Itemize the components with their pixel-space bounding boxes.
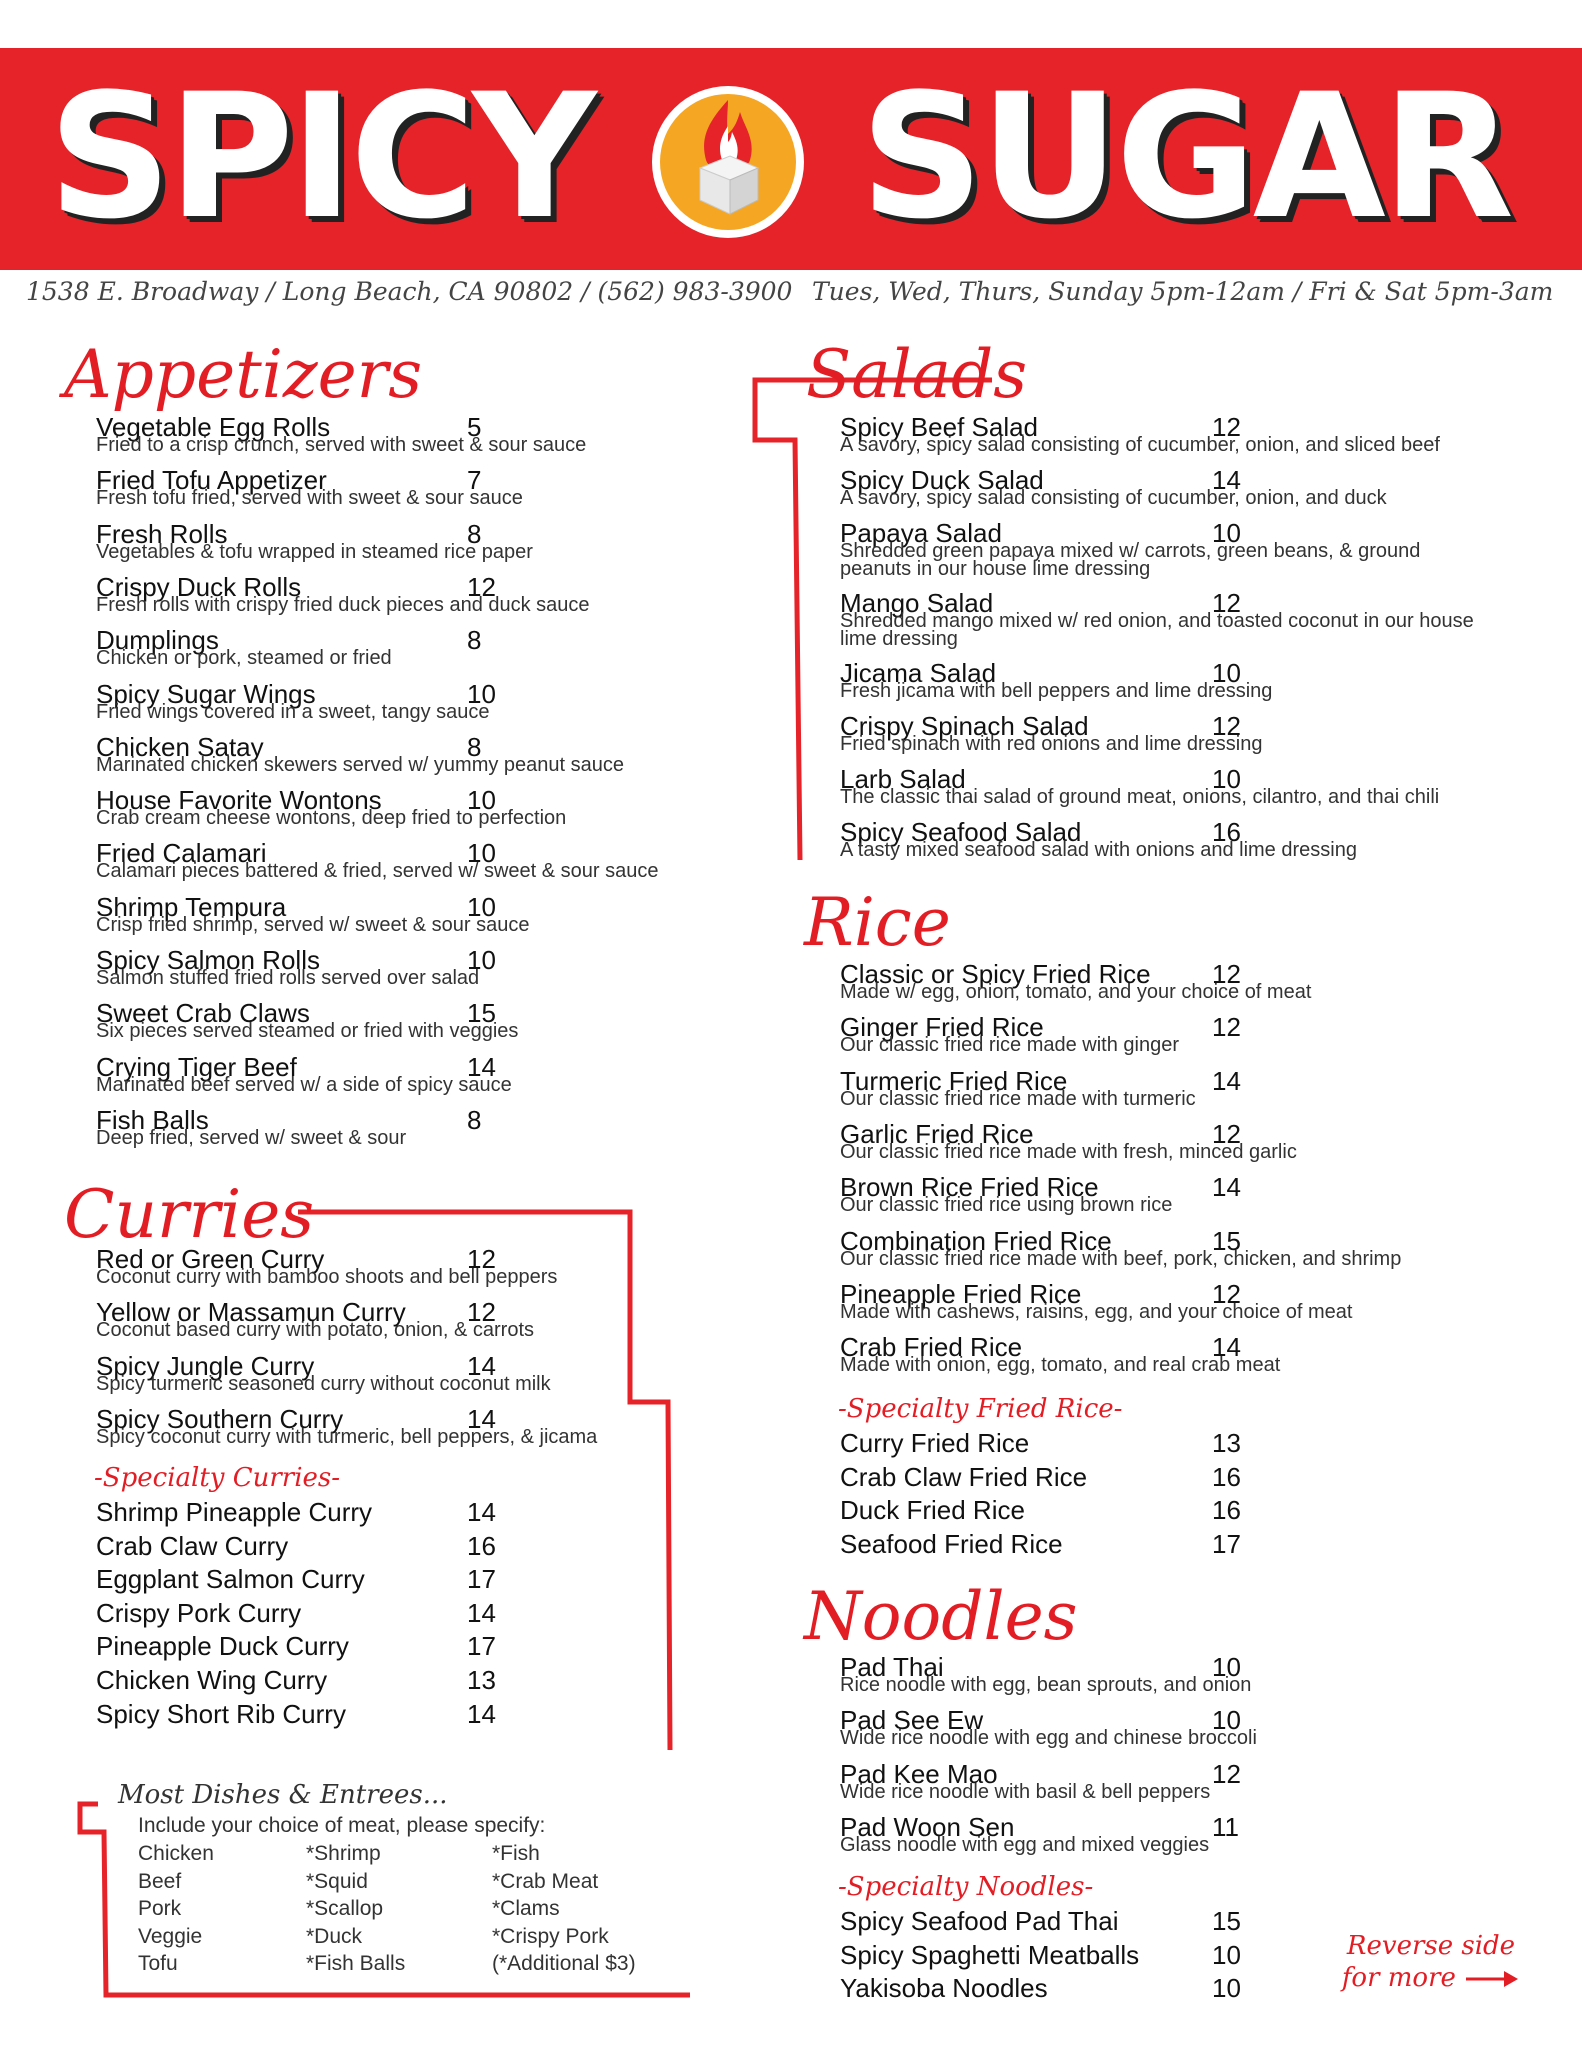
item-name: Spicy Sugar Wings (96, 678, 316, 709)
item-name: Ginger Fried Rice (840, 1012, 1044, 1043)
item-price: 8 (467, 1104, 482, 1135)
specialty-item[interactable] (840, 1462, 1252, 1492)
item-name: Duck Fried Rice (840, 1495, 1025, 1526)
item-price: 16 (1212, 817, 1241, 847)
item-description: Our classic fried rice made with ginger (840, 1034, 1180, 1057)
curries-title: Curries (64, 1176, 315, 1253)
meat-option: *Crab Meat (492, 1869, 599, 1893)
item-description: Fresh jicama with bell peppers and lime dressing (840, 680, 1273, 702)
meat-option: *Fish (492, 1842, 540, 1865)
meat-option: Chicken (138, 1842, 214, 1865)
item-description: A savory, spicy salad consisting of cucumber, onion, and sliced beef (840, 434, 1440, 456)
specialty-curries-title: -Specialty Curries- (94, 1463, 341, 1493)
specialty-item[interactable] (840, 1529, 1252, 1559)
item-price: 13 (1212, 1428, 1241, 1458)
item-description: Marinated beef served w/ a side of spicy sauce (96, 1073, 512, 1096)
item-description: Spicy coconut curry with turmeric, bell peppers, & jicama (96, 1425, 598, 1448)
reverse-note-line1: Reverse side (1346, 1931, 1516, 1961)
item-price: 15 (1212, 1225, 1241, 1256)
item-description: Six pieces served steamed or fried with veggies (96, 1020, 519, 1043)
item-name: Chicken Wing Curry (96, 1665, 328, 1695)
item-price: 10 (1212, 1705, 1241, 1736)
item-price: 5 (467, 412, 482, 442)
item-description: Fried wings covered in a sweet, tangy sauce (96, 700, 490, 723)
item-price: 14 (467, 1350, 496, 1381)
item-name: Spicy Southern Curry (96, 1403, 344, 1434)
item-description: Shredded mango mixed w/ red onion, and toasted coconut in our house lime dressing (840, 610, 1474, 650)
specialty-item[interactable] (840, 1940, 1252, 1970)
brand-name-left: SPICY (48, 56, 593, 257)
item-description: A tasty mixed seafood salad with onions and lime dressing (840, 839, 1357, 861)
item-price: 14 (1212, 465, 1241, 495)
item-description: Fried spinach with red onions and lime dressing (840, 733, 1263, 755)
item-description: Coconut curry with bamboo shoots and bell peppers (96, 1266, 558, 1288)
item-price: 10 (467, 678, 496, 709)
item-price: 16 (1212, 1495, 1241, 1526)
item-price: 14 (467, 1497, 496, 1527)
item-name: Spicy Salmon Rolls (96, 945, 320, 975)
item-price: 10 (467, 891, 496, 922)
item-description: Fresh rolls with crispy fried duck pieces and duck sauce (96, 593, 590, 616)
specialty-item[interactable] (840, 1906, 1252, 1936)
item-description: Spicy turmeric seasoned curry without coconut milk (96, 1372, 551, 1395)
item-price: 16 (467, 1530, 496, 1561)
item-name: Yakisoba Noodles (840, 1973, 1048, 2004)
item-name: Spicy Short Rib Curry (96, 1698, 346, 1729)
item-price: 8 (467, 625, 482, 656)
item-name: Spicy Seafood Salad (840, 817, 1082, 847)
item-name: Combination Fried Rice (840, 1225, 1112, 1256)
item-price: 10 (1212, 1939, 1241, 1970)
item-description: Our classic fried rice made with beef, pork, chicken, and shrimp (840, 1247, 1402, 1270)
reverse-note-line2: for more (1336, 1962, 1526, 1994)
brand-name-right: SUGAR (860, 56, 1511, 257)
item-description: Shredded green papaya mixed w/ carrots, green beans, & ground peanuts in our house lime dressing (840, 540, 1421, 580)
item-price: 8 (467, 518, 482, 549)
item-description: The classic thai salad of ground meat, onions, cilantro, and thai chili (840, 786, 1440, 808)
item-price: 10 (1212, 1973, 1241, 2004)
item-description: Wide rice noodle with egg and chinese broccoli (840, 1727, 1257, 1750)
item-price: 12 (1212, 1118, 1241, 1149)
item-description: Vegetables & tofu wrapped in steamed rice paper (96, 540, 533, 563)
item-price: 10 (1212, 518, 1241, 548)
meat-options-premium-b (492, 1840, 636, 1978)
specialty-item[interactable] (96, 1531, 507, 1561)
item-price: 12 (1212, 711, 1241, 741)
item-name: Garlic Fried Rice (840, 1118, 1034, 1149)
item-name: Papaya Salad (840, 518, 1002, 548)
item-name: Classic or Spicy Fried Rice (840, 959, 1151, 989)
item-description: A savory, spicy salad consisting of cucumber, onion, and duck (840, 487, 1387, 509)
specialty-item[interactable] (96, 1564, 507, 1594)
item-price: 12 (1212, 1278, 1241, 1309)
item-price: 15 (467, 998, 496, 1029)
item-name: Crispy Duck Rolls (96, 571, 302, 602)
item-price: 14 (467, 1698, 496, 1729)
item-name: Red or Green Curry (96, 1244, 325, 1274)
item-name: Sweet Crab Claws (96, 998, 310, 1029)
item-price: 7 (467, 465, 482, 496)
item-name: Curry Fried Rice (840, 1428, 1030, 1458)
item-description: Deep fried, served w/ sweet & sour (96, 1126, 407, 1149)
item-description: Marinated chicken skewers served w/ yummy peanut sauce (96, 753, 625, 776)
item-name: Dumplings (96, 625, 219, 656)
item-price: 8 (467, 731, 482, 762)
item-price: 12 (1212, 588, 1241, 618)
meat-option: *Duck (306, 1924, 363, 1948)
item-price: 12 (1212, 1012, 1241, 1043)
item-price: 12 (467, 1244, 496, 1274)
item-price: 14 (467, 1051, 496, 1082)
item-price: 12 (1212, 1758, 1241, 1789)
item-description: Our classic fried rice using brown rice (840, 1194, 1173, 1217)
meat-option: Pork (138, 1897, 182, 1920)
noodles-title: Noodles (804, 1578, 1078, 1655)
specialty-noodles-title: -Specialty Noodles- (838, 1872, 1094, 1902)
item-name: Pad See Ew (840, 1705, 984, 1736)
specialty-item[interactable] (840, 1973, 1252, 2003)
item-price: 17 (467, 1564, 496, 1595)
meat-option: Beef (138, 1869, 182, 1893)
meat-options-standard (138, 1840, 214, 1978)
item-name: Spicy Spaghetti Meatballs (840, 1939, 1140, 1970)
meat-options-premium-a (306, 1840, 405, 1978)
specialty-item[interactable] (96, 1497, 507, 1527)
rice-title: Rice (804, 884, 951, 961)
item-price: 10 (467, 785, 496, 816)
item-price: 14 (1212, 1065, 1241, 1096)
item-name: Crispy Pork Curry (96, 1597, 302, 1628)
item-price: 15 (1212, 1906, 1241, 1936)
meat-option: *Clams (492, 1897, 560, 1920)
item-price: 16 (1212, 1461, 1241, 1492)
item-description: Coconut based curry with potato, onion, & carrots (96, 1319, 535, 1342)
item-price: 10 (467, 838, 496, 869)
item-description: Rice noodle with egg, bean sprouts, and onion (840, 1674, 1252, 1696)
item-price: 12 (467, 1297, 496, 1328)
item-description: Made with onion, egg, tomato, and real crab meat (840, 1354, 1281, 1377)
item-price: 17 (1212, 1528, 1241, 1559)
item-description: Crisp fried shrimp, served w/ sweet & sour sauce (96, 913, 530, 936)
item-name: Fried Calamari (96, 838, 267, 869)
item-description: Our classic fried rice made with fresh, minced garlic (840, 1140, 1297, 1163)
appetizers-title: Appetizers (64, 336, 423, 413)
item-description: Glass noodle with egg and mixed veggies (840, 1833, 1210, 1856)
meat-option: *Squid (306, 1869, 368, 1893)
specialty-item[interactable] (96, 1598, 507, 1628)
item-description: Salmon stuffed fried rolls served over salad (96, 967, 480, 989)
item-price: 12 (467, 571, 496, 602)
item-name: Spicy Jungle Curry (96, 1350, 315, 1381)
item-name: Fresh Rolls (96, 518, 228, 549)
item-price: 12 (1212, 959, 1241, 989)
meat-option: *Crispy Pork (492, 1924, 609, 1948)
item-name: Shrimp Tempura (96, 891, 287, 922)
specialty-rice-title: -Specialty Fried Rice- (838, 1394, 1123, 1424)
item-name: Crab Fried Rice (840, 1332, 1023, 1363)
meat-option: *Scallop (306, 1897, 384, 1920)
item-price: 10 (1212, 1652, 1241, 1682)
item-name: Fish Balls (96, 1104, 209, 1135)
meat-choice-title: Most Dishes & Entrees... (118, 1780, 448, 1810)
item-description: Fresh tofu fried, served with sweet & sour sauce (96, 487, 523, 510)
item-name: Mango Salad (840, 588, 994, 618)
specialty-item[interactable] (96, 1699, 507, 1729)
flaming-sugar-cube-icon (648, 82, 808, 242)
item-price: 11 (1212, 1811, 1239, 1842)
item-price: 10 (1212, 658, 1241, 688)
reverse-side-note[interactable] (1336, 1930, 1526, 1994)
item-description: Made with cashews, raisins, egg, and your choice of meat (840, 1300, 1353, 1323)
item-description: Crab cream cheese wontons, deep fried to perfection (96, 807, 567, 830)
item-name: Brown Rice Fried Rice (840, 1172, 1099, 1203)
specialty-item[interactable] (840, 1428, 1252, 1458)
item-price: 13 (467, 1665, 496, 1695)
meat-option: *Shrimp (306, 1842, 381, 1865)
item-description: Calamari pieces battered & fried, served w/ sweet & sour sauce (96, 860, 659, 883)
item-price: 14 (1212, 1332, 1241, 1363)
item-name: Pad Woon Sen (840, 1811, 1015, 1842)
item-name: Pineapple Duck Curry (96, 1631, 349, 1662)
item-price: 10 (1212, 764, 1241, 794)
meat-option: Veggie (138, 1924, 203, 1948)
business-hours: Tues, Wed, Thurs, Sunday 5pm-12am / Fri & Sat 5pm-3am (812, 277, 1554, 306)
item-name: Larb Salad (840, 764, 966, 794)
meat-choice-intro: Include your choice of meat, please specify: (138, 1814, 546, 1837)
item-name: Spicy Beef Salad (840, 412, 1039, 442)
specialty-item[interactable] (96, 1631, 507, 1661)
item-name: Shrimp Pineapple Curry (96, 1497, 373, 1527)
item-name: Fried Tofu Appetizer (96, 465, 327, 496)
item-price: 10 (467, 945, 496, 975)
item-name: Pineapple Fried Rice (840, 1278, 1082, 1309)
item-name: Jicama Salad (840, 658, 997, 688)
meat-option: *Fish Balls (306, 1952, 406, 1975)
item-name: Pad Kee Mao (840, 1758, 998, 1789)
item-price: 14 (467, 1597, 496, 1628)
item-name: Vegetable Egg Rolls (96, 412, 331, 442)
item-name: Crab Claw Curry (96, 1530, 289, 1561)
item-name: Yellow or Massamun Curry (96, 1297, 406, 1328)
item-name: House Favorite Wontons (96, 785, 382, 816)
item-name: Turmeric Fried Rice (840, 1065, 1068, 1096)
item-description: Made w/ egg, onion, tomato, and your choice of meat (840, 981, 1312, 1003)
item-name: Spicy Seafood Pad Thai (840, 1906, 1119, 1936)
item-price: 12 (1212, 412, 1241, 442)
item-price: 17 (467, 1631, 496, 1662)
item-name: Seafood Fried Rice (840, 1528, 1063, 1559)
item-description: Wide rice noodle with basil & bell peppers (840, 1780, 1211, 1803)
item-description: Fried to a crisp crunch, served with sweet & sour sauce (96, 434, 587, 456)
meat-option: Tofu (138, 1952, 178, 1975)
item-name: Crying Tiger Beef (96, 1051, 297, 1082)
salads-title: Salads (806, 336, 1028, 413)
item-name: Crispy Spinach Salad (840, 711, 1089, 741)
meat-option: (*Additional $3) (492, 1952, 636, 1975)
item-name: Crab Claw Fried Rice (840, 1461, 1088, 1492)
specialty-item[interactable] (96, 1665, 507, 1695)
item-price: 14 (1212, 1172, 1241, 1203)
item-name: Spicy Duck Salad (840, 465, 1044, 495)
item-name: Chicken Satay (96, 731, 264, 762)
item-name: Eggplant Salmon Curry (96, 1564, 365, 1595)
address-phone: 1538 E. Broadway / Long Beach, CA 90802 / (562) 983-3900 (26, 277, 793, 306)
item-name: Pad Thai (840, 1652, 944, 1682)
item-price: 14 (467, 1403, 496, 1434)
specialty-item[interactable] (840, 1495, 1252, 1525)
item-description: Our classic fried rice made with turmeric (840, 1087, 1196, 1110)
item-description: Chicken or pork, steamed or fried (96, 647, 392, 670)
arrow-right-icon (1464, 1969, 1520, 1989)
